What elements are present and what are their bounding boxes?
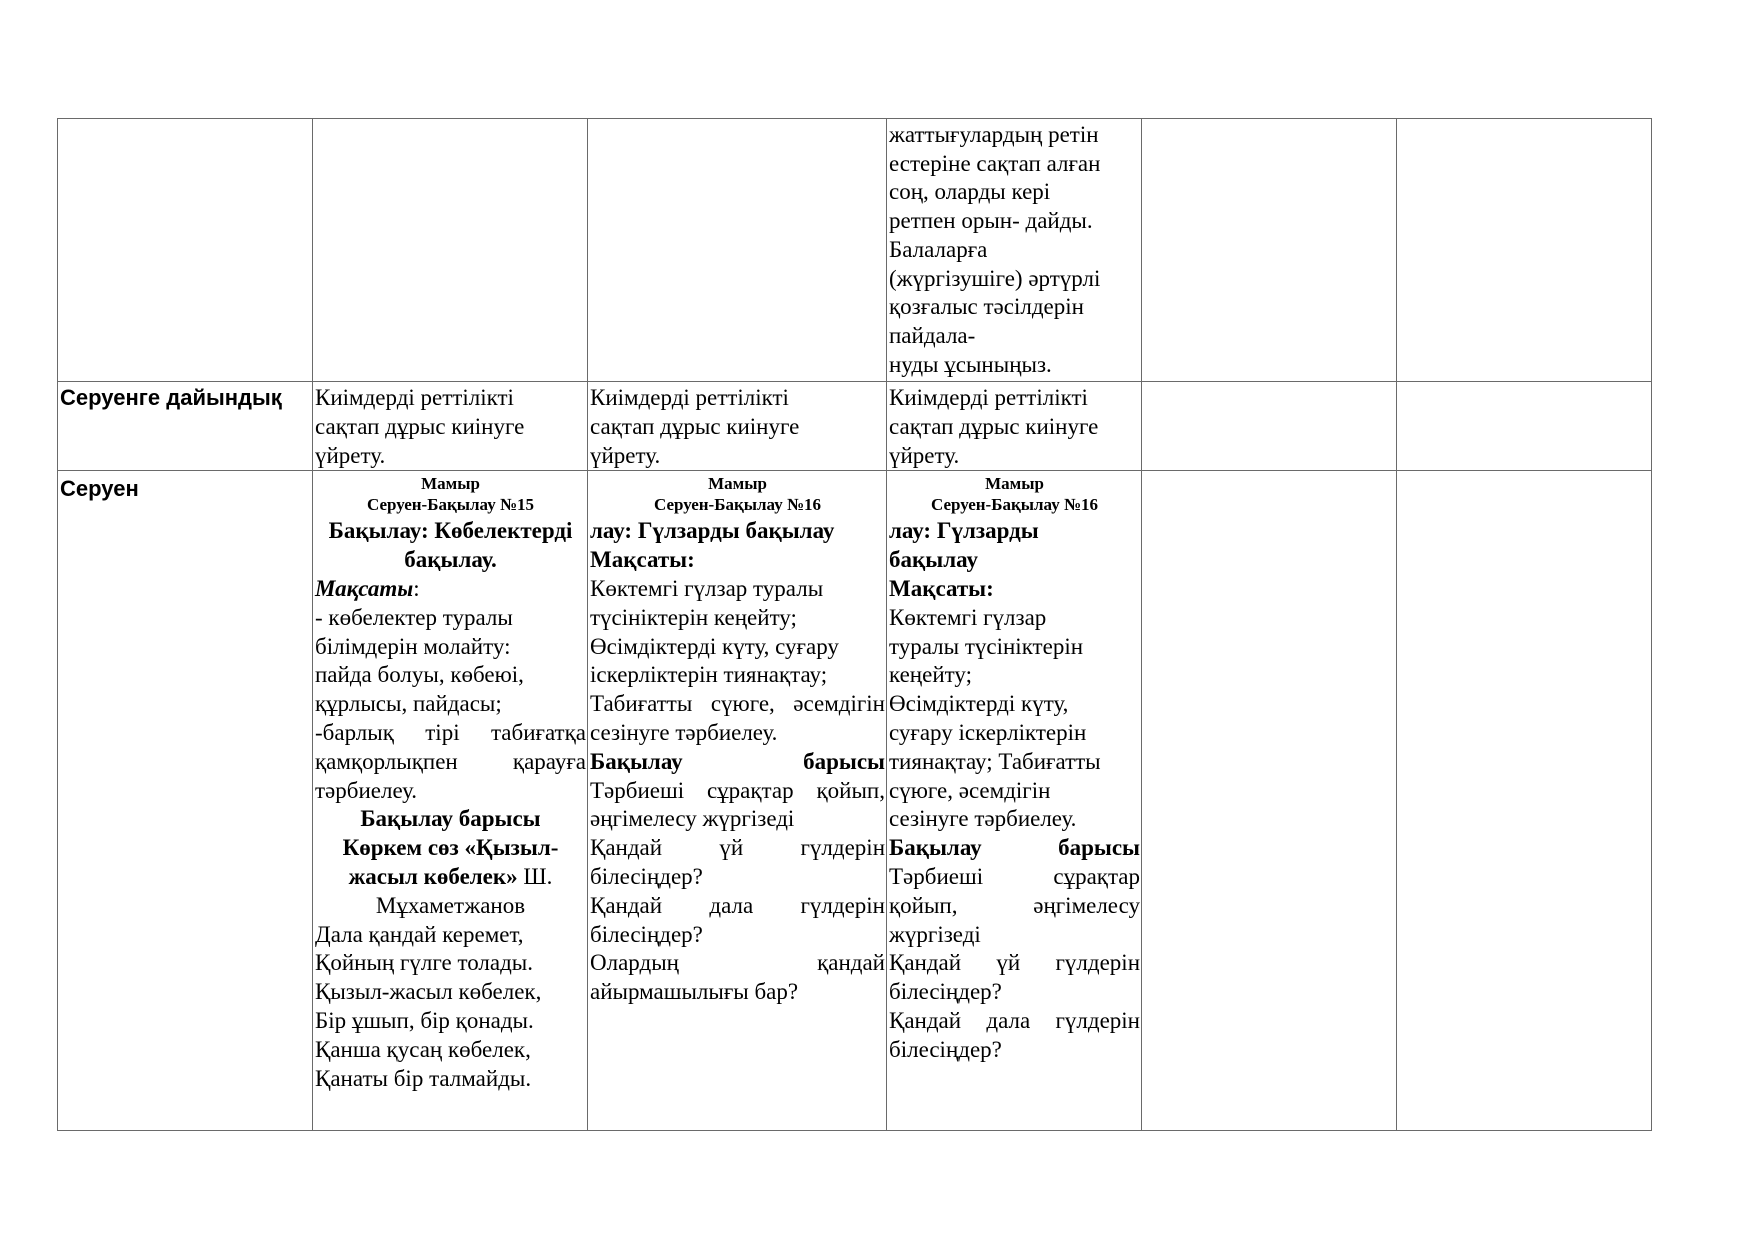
- row1-col6-cell: [1397, 119, 1652, 382]
- observation-number: Серуен-Бақылау №16: [930, 495, 1099, 515]
- observation-title: лау: Гүлзарды: [889, 518, 1039, 544]
- text-line: нуды ұсыныңыз.: [889, 351, 1052, 377]
- walk-col2-cell: [313, 471, 588, 1131]
- text-line: жүргізеді: [889, 921, 981, 947]
- plan-table: [57, 118, 1652, 1131]
- text-line: Табиғатты сүюге, әсемдігін: [590, 691, 885, 717]
- walk-preparation-row: [58, 382, 1652, 471]
- question-line: Қандай үй гүлдерін: [889, 950, 1140, 976]
- text-line: ретпен орын- дайды.: [889, 208, 1093, 234]
- walk-col4-cell: [887, 471, 1142, 1131]
- text-line: сезінуге тәрбиелеу.: [590, 719, 778, 745]
- row-label-walk: Серуен: [58, 471, 313, 1131]
- text-line: тәрбиелеу.: [315, 777, 418, 803]
- question-line: білесіңдер?: [590, 863, 703, 889]
- progress-heading: Бақылау барысы: [590, 748, 885, 774]
- goal-heading: Мақсаты:: [590, 547, 695, 573]
- text-line: жаттығулардың ретін: [889, 122, 1099, 147]
- text-line: әңгімелесу жүргізеді: [590, 806, 795, 832]
- row1-col3-cell: [588, 119, 887, 382]
- walk-col6-cell: [1397, 471, 1652, 1131]
- observation-number: Серуен-Бақылау №15: [366, 495, 535, 515]
- walk-col3-cell: [588, 471, 887, 1131]
- text-line: тиянақтау; Табиғатты: [889, 748, 1101, 774]
- observation-number: Серуен-Бақылау №16: [653, 495, 822, 515]
- text-line: сезінуге тәрбиелеу.: [889, 806, 1077, 832]
- text-line: Өсімдіктерді күту,: [889, 691, 1069, 717]
- text-line: -барлық тірі табиғатқа: [315, 719, 586, 745]
- text-line: туралы түсініктерін: [889, 633, 1084, 659]
- row1-col5-cell: [1142, 119, 1397, 382]
- row-label-walk-preparation: Серуенге дайындық: [58, 382, 313, 471]
- text-line: сүюге, әсемдігін: [889, 777, 1051, 803]
- row2-col6-cell: [1397, 382, 1652, 471]
- question-line: Қандай дала гүлдерін: [590, 892, 885, 918]
- text-line: іскерліктерін тиянақтау;: [590, 662, 828, 688]
- observation-title: бақылау.: [404, 547, 497, 573]
- row1-col1-cell: [58, 119, 313, 382]
- text-line: білімдерін молайту:: [315, 633, 511, 659]
- question-line: білесіңдер?: [889, 1036, 1002, 1062]
- text-line: қойып, әңгімелесу: [889, 892, 1140, 918]
- row2-col3-cell: [588, 382, 887, 471]
- text-line: құрлысы, пайдасы;: [315, 691, 502, 717]
- text-line: Киімдерді реттілікті: [315, 385, 514, 410]
- text-line: - көбелектер туралы: [315, 604, 513, 630]
- text-line: үйрету.: [315, 442, 386, 468]
- text-line: Балаларға: [889, 236, 988, 262]
- text-line: сақтап дұрыс киінуге: [315, 413, 525, 439]
- text-line: суғару іскерліктерін: [889, 719, 1087, 745]
- question-line: айырмашылығы бар?: [590, 979, 799, 1005]
- text-line: Киімдерді реттілікті: [889, 385, 1088, 410]
- text-line: пайдала-: [889, 322, 976, 348]
- text-line: пайда болуы, көбеюі,: [315, 662, 524, 688]
- text-line: Көктемгі гүлзар туралы: [590, 575, 824, 601]
- poem-line: Қанаты бір талмайды.: [315, 1065, 532, 1091]
- progress-heading: Бақылау барысы: [360, 806, 541, 832]
- text-line: қозғалыс тәсілдерін: [889, 294, 1084, 320]
- text-line: (жүргізушіге) әртүрлі: [889, 265, 1101, 291]
- observation-title: Бақылау: Көбелектерді: [328, 518, 573, 544]
- poem-line: Дала қандай керемет,: [315, 921, 524, 947]
- text-line: сақтап дұрыс киінуге: [889, 413, 1099, 439]
- poem-title: жасыл көбелек» Ш.: [348, 863, 553, 889]
- walk-col5-cell: [1142, 471, 1397, 1131]
- continuation-row: [58, 119, 1652, 382]
- poem-title: Көркем сөз «Қызыл-: [342, 835, 559, 861]
- text-line: Көктемгі гүлзар: [889, 604, 1047, 630]
- walk-row: [58, 471, 1652, 1131]
- text-line: Киімдерді реттілікті: [590, 385, 789, 410]
- row1-col2-cell: [313, 119, 588, 382]
- goal-heading: Мақсаты:: [889, 575, 994, 601]
- observation-title: бақылау: [889, 547, 978, 573]
- row2-col4-cell: [887, 382, 1142, 471]
- goal-heading: Мақсаты:: [315, 575, 420, 601]
- question-line: Қандай дала гүлдерін: [889, 1007, 1140, 1033]
- row2-col2-cell: [313, 382, 588, 471]
- month-label: Мамыр: [708, 474, 767, 494]
- text-line: Тәрбиеші сұрақтар қойып,: [590, 777, 885, 803]
- question-line: білесіңдер?: [889, 979, 1002, 1005]
- text-line: сақтап дұрыс киінуге: [590, 413, 800, 439]
- question-line: Олардың қандай: [590, 950, 885, 976]
- question-line: Қандай үй гүлдерін: [590, 835, 885, 861]
- text-line: кеңейту;: [889, 662, 972, 688]
- text-line: естеріне сақтап алған: [889, 150, 1101, 176]
- month-label: Мамыр: [421, 474, 480, 494]
- poem-line: Бір ұшып, бір қонады.: [315, 1007, 534, 1033]
- question-line: білесіңдер?: [590, 921, 703, 947]
- poem-line: Қызыл-жасыл көбелек,: [315, 979, 542, 1005]
- progress-heading: Бақылау барысы: [889, 835, 1140, 861]
- text-line: үйрету.: [590, 442, 661, 468]
- observation-title: лау: Гүлзарды бақылау: [590, 518, 835, 544]
- text-line: соң, оларды кері: [889, 179, 1051, 205]
- text-line: Өсімдіктерді күту, суғару: [590, 633, 839, 659]
- row1-col4-cell: [887, 119, 1142, 382]
- text-line: үйрету.: [889, 442, 960, 468]
- poem-line: Қанша қусаң көбелек,: [315, 1036, 531, 1062]
- text-line: түсініктерін кеңейту;: [590, 604, 797, 630]
- row2-col5-cell: [1142, 382, 1397, 471]
- month-label: Мамыр: [985, 474, 1044, 494]
- text-line: Тәрбиеші сұрақтар: [889, 863, 1140, 889]
- poem-line: Қойның гүлге толады.: [315, 950, 534, 976]
- poem-author: Мұхаметжанов: [375, 892, 526, 918]
- text-line: қамқорлықпен қарауға: [315, 748, 586, 774]
